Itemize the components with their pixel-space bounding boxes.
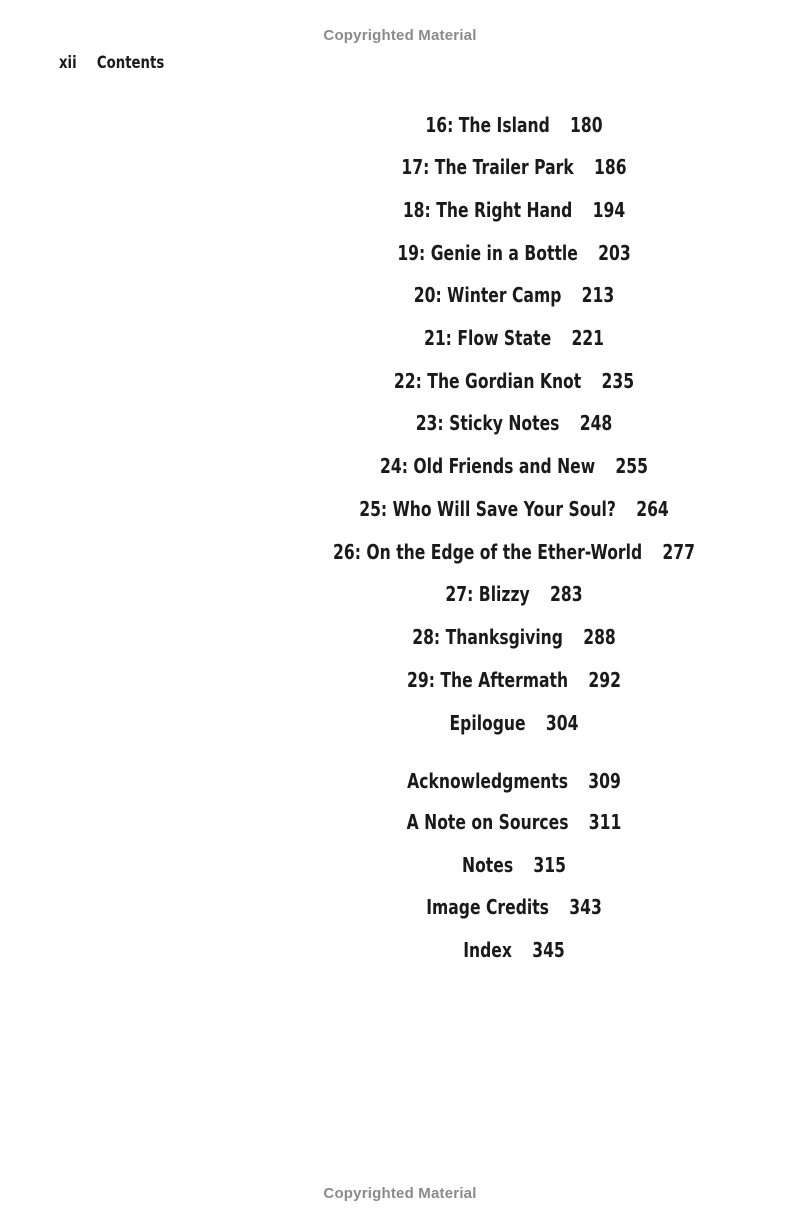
toc-entry[interactable] [399, 326, 630, 350]
toc-entry[interactable] [447, 853, 580, 877]
toc-entry-page: 292 [588, 668, 621, 692]
toc-entry-title: 25: Who Will Save Your Soul? [359, 497, 616, 521]
toc-entry-title: 27: Blizzy [445, 582, 530, 606]
toc-entry-page: 213 [581, 283, 615, 307]
toc-entry-title: Acknowledgments [407, 769, 569, 793]
toc-entry[interactable] [377, 668, 651, 692]
toc-entry-title: 21: Flow State [423, 326, 552, 350]
toc-entry-title: 17: The Trailer Park [401, 155, 574, 179]
toc-entry[interactable] [384, 625, 645, 649]
toc-entry[interactable] [342, 454, 686, 478]
toc-entry-page: 248 [579, 411, 613, 435]
toc-entry-page: 311 [588, 810, 622, 834]
toc-entry[interactable] [316, 497, 713, 521]
toc-entry-page: 343 [569, 895, 602, 919]
toc-entry[interactable] [400, 113, 627, 137]
toc-entry[interactable] [370, 155, 659, 179]
toc-entry-title: 16: The Island [425, 113, 550, 137]
toc-entry-page: 255 [615, 454, 648, 478]
toc-entry[interactable] [426, 582, 602, 606]
toc-entry-page: 309 [588, 769, 621, 793]
toc-entry-title: Epilogue [449, 711, 526, 735]
toc-entry-page: 288 [583, 625, 616, 649]
toc-entry-title: A Note on Sources [406, 810, 569, 834]
toc-entry-page: 315 [533, 853, 566, 877]
toc-entry-title: Notes [462, 853, 514, 877]
toc-entry[interactable] [282, 540, 746, 564]
running-head-title: Contents [96, 53, 165, 73]
toc-entry[interactable] [376, 810, 651, 834]
toc-entry-title: 23: Sticky Notes [415, 411, 560, 435]
toc-entry[interactable] [371, 198, 656, 222]
toc-entry-title: 22: The Gordian Knot [393, 369, 582, 393]
toc-entry-page: 277 [662, 540, 695, 564]
toc-entry-title: 29: The Aftermath [407, 668, 569, 692]
page-number: xii [59, 53, 77, 73]
toc-entry-page: 203 [598, 241, 631, 265]
toc-entry-page: 264 [636, 497, 669, 521]
toc-entry[interactable] [401, 895, 626, 919]
toc-entry-page: 304 [545, 711, 579, 735]
toc-entry[interactable] [449, 938, 579, 962]
toc-entry[interactable] [386, 283, 643, 307]
toc-entry-title: Image Credits [426, 895, 549, 919]
toc-entry[interactable] [377, 769, 651, 793]
copyright-watermark-top: Copyrighted Material [323, 27, 477, 44]
toc-entry-title: 26: On the Edge of the Ether-World [333, 540, 643, 564]
toc-entry-page: 194 [592, 198, 626, 222]
toc-entry-title: 19: Genie in a Bottle [397, 241, 578, 265]
copyright-watermark-bottom: Copyrighted Material [323, 1185, 477, 1202]
toc-entry-page: 235 [601, 369, 635, 393]
toc-entry-page: 283 [550, 582, 583, 606]
toc-entry-title: 18: The Right Hand [402, 198, 573, 222]
toc-entry[interactable] [388, 411, 640, 435]
toc-entry-page: 186 [594, 155, 627, 179]
toc-entry-page: 221 [571, 326, 605, 350]
toc-entry[interactable] [364, 241, 663, 265]
toc-entry-title: Index [463, 938, 512, 962]
toc-entry-page: 180 [570, 113, 603, 137]
toc-entry[interactable] [431, 711, 596, 735]
toc-entry[interactable] [360, 369, 668, 393]
toc-entry-title: 24: Old Friends and New [380, 454, 596, 478]
toc-entry-title: 20: Winter Camp [413, 283, 562, 307]
toc-entry-page: 345 [532, 938, 565, 962]
toc-entry-title: 28: Thanksgiving [412, 625, 563, 649]
